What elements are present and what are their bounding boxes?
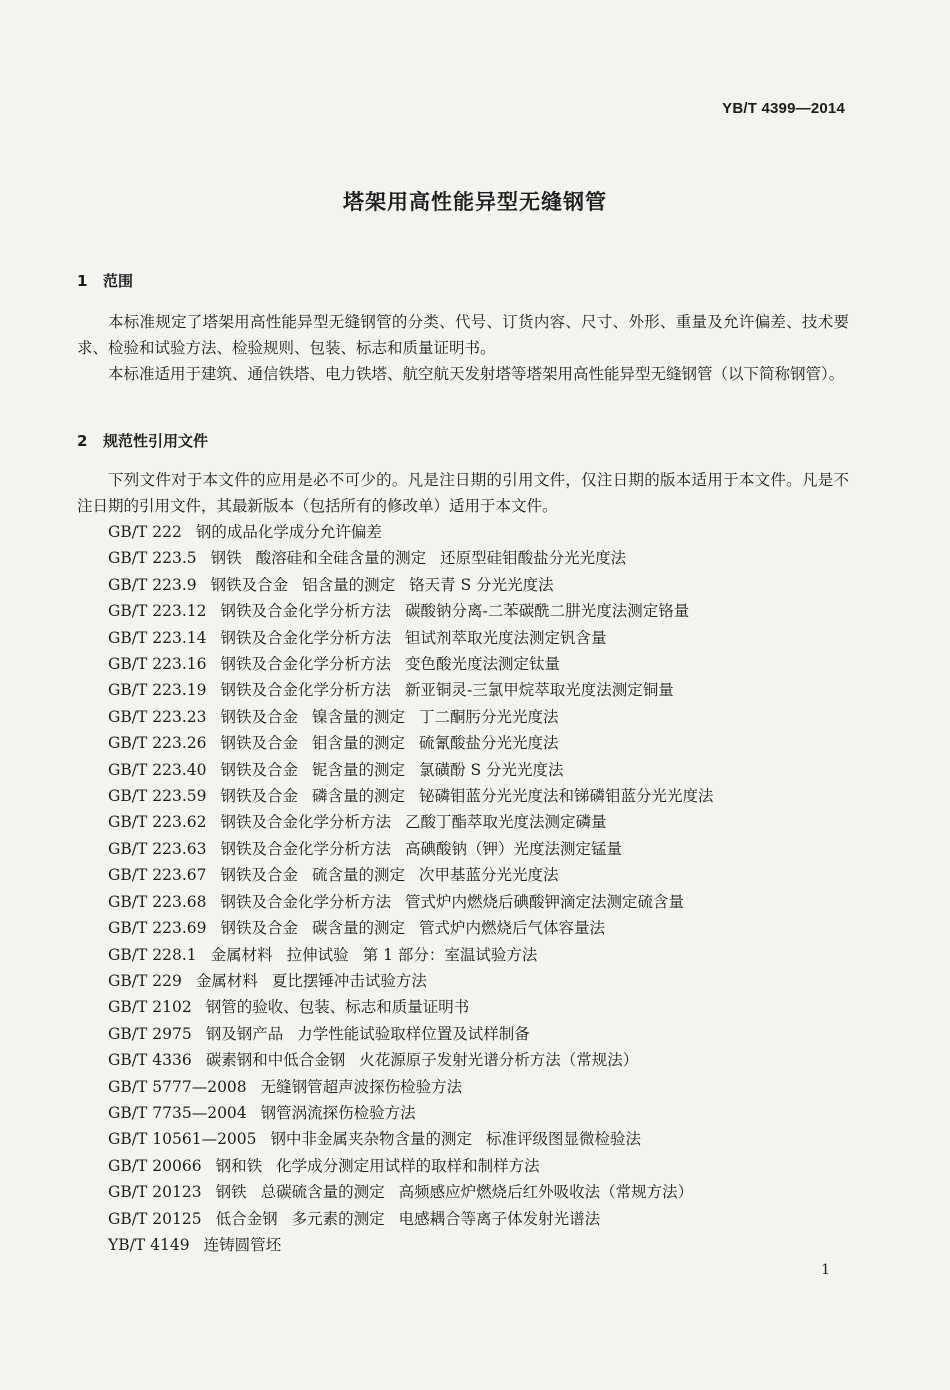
reference-title-part: 钢管的验收、包装、标志和质量证明书	[205, 998, 470, 1017]
reference-code: GB/T 229	[108, 971, 182, 990]
reference-title-part: 钢铁及合金	[220, 734, 299, 753]
reference-item	[108, 915, 714, 941]
reference-item	[108, 1179, 714, 1205]
reference-title-part: 变色酸光度法测定钛量	[405, 655, 561, 674]
reference-title-part: 乙酸丁酯萃取光度法测定磷量	[405, 813, 607, 832]
reference-item	[108, 519, 714, 545]
reference-title-part: 硫氰酸盐分光光度法	[419, 734, 559, 753]
reference-title	[207, 734, 559, 752]
reference-title	[197, 576, 554, 594]
reference-title-part: 钢铁及合金	[220, 919, 299, 938]
reference-title-part: 钢铁及合金	[220, 787, 299, 806]
reference-title-part: 氯磺酚 S 分光光度法	[419, 760, 564, 779]
reference-title-part: 钢中非金属夹杂物含量的测定	[270, 1130, 473, 1149]
reference-code: GB/T 10561—2005	[108, 1130, 257, 1149]
reference-item	[108, 1232, 714, 1258]
reference-item	[108, 572, 714, 598]
reference-item	[108, 942, 714, 968]
reference-title-part: 标准评级图显微检验法	[486, 1130, 642, 1149]
reference-code: GB/T 2102	[108, 998, 192, 1017]
reference-code: GB/T 223.69	[108, 919, 207, 938]
reference-title	[192, 1025, 530, 1043]
reference-title-part: 管式炉内燃烧后气体容量法	[419, 919, 606, 938]
reference-title-part: 铬天青 S 分光光度法	[409, 575, 554, 594]
reference-title-part: 钢铁及合金	[220, 760, 299, 779]
reference-title-part: 新亚铜灵-三氯甲烷萃取光度法测定铜量	[405, 681, 674, 700]
reference-title-part: 碳素钢和中低合金钢	[205, 1051, 346, 1070]
reference-item	[108, 1047, 714, 1073]
page-number: 1	[821, 1262, 830, 1278]
reference-code: GB/T 223.19	[108, 681, 207, 700]
reference-title	[207, 893, 685, 911]
reference-title-part: 磷含量的测定	[312, 787, 406, 806]
reference-title-part: 钢铁及合金化学分析方法	[220, 628, 392, 647]
reference-item	[108, 677, 714, 703]
reference-title-part: 丁二酮肟分光光度法	[419, 707, 559, 726]
reference-title	[207, 840, 623, 858]
reference-code: GB/T 223.26	[108, 734, 207, 753]
reference-item	[108, 598, 714, 624]
reference-title	[207, 681, 674, 699]
reference-title-part: 无缝钢管超声波探伤检验方法	[260, 1077, 463, 1096]
reference-code: GB/T 228.1	[108, 945, 197, 964]
scope-paragraph-1: 本标准规定了塔架用高性能异型无缝钢管的分类、代号、订货内容、尺寸、外形、重量及允许偏差、技术要求、检验和试验方法、检验规则、包装、标志和质量证明书。	[77, 313, 849, 357]
reference-title-part: 钽试剂萃取光度法测定钒含量	[405, 628, 607, 647]
reference-code: GB/T 20123	[108, 1183, 202, 1202]
reference-title	[207, 787, 714, 805]
reference-code: GB/T 223.9	[108, 575, 197, 594]
reference-title-part: 钢铁	[215, 1183, 247, 1202]
reference-code: GB/T 223.68	[108, 892, 207, 911]
reference-title-part: 夏比摆锤冲击试验方法	[271, 971, 427, 990]
reference-item	[108, 1074, 714, 1100]
reference-title-part: 钢铁	[210, 549, 242, 568]
references-intro: 下列文件对于本文件的应用是必不可少的。凡是注日期的引用文件，仅注日期的版本适用于本文件。凡是不注日期的引用文件，其最新版本（包括所有的修改单）适用于本文件。	[77, 471, 849, 515]
reference-title-part: 铌含量的测定	[312, 760, 406, 779]
reference-code: GB/T 223.23	[108, 707, 207, 726]
reference-title	[190, 1236, 282, 1254]
reference-title	[202, 1210, 601, 1228]
reference-title-part: 铋磷钼蓝分光光度法和锑磷钼蓝分光光度法	[419, 787, 714, 806]
reference-item	[108, 994, 714, 1020]
reference-title-part: 钢的成品化学成分允许偏差	[195, 523, 382, 541]
reference-title	[207, 629, 607, 647]
section-1-heading	[77, 270, 133, 291]
reference-code: GB/T 5777—2008	[108, 1077, 247, 1096]
reference-code: GB/T 223.40	[108, 760, 207, 779]
reference-title	[247, 1078, 463, 1096]
reference-title-part: 铝含量的测定	[302, 575, 396, 594]
standard-code: YB/T 4399—2014	[722, 100, 845, 117]
reference-title-part: 总碳硫含量的测定	[260, 1183, 385, 1202]
reference-code: GB/T 223.62	[108, 813, 207, 832]
reference-title	[197, 946, 538, 964]
reference-title-part: 钢铁及合金化学分析方法	[220, 681, 392, 700]
reference-title	[207, 813, 607, 831]
reference-title-part: 钢和铁	[215, 1156, 263, 1175]
reference-item	[108, 1153, 714, 1179]
reference-code: GB/T 20066	[108, 1156, 202, 1175]
reference-title-part: 多元素的测定	[291, 1209, 385, 1228]
section-2-heading	[77, 430, 208, 451]
reference-title-part: 酸溶硅和全硅含量的测定	[255, 549, 427, 568]
reference-code: GB/T 7735—2004	[108, 1103, 247, 1122]
reference-title	[207, 602, 690, 620]
reference-item	[108, 1021, 714, 1047]
reference-title	[207, 866, 559, 884]
reference-title-part: 化学成分测定用试样的取样和制样方法	[276, 1156, 540, 1175]
reference-title-part: 钢铁及合金	[220, 707, 299, 726]
section-1-number: 1	[77, 272, 88, 290]
reference-code: GB/T 223.5	[108, 549, 197, 568]
reference-title-part: 火花源原子发射光谱分析方法（常规法）	[359, 1051, 639, 1070]
reference-title-part: 电感耦合等离子体发射光谱法	[398, 1209, 601, 1228]
reference-title	[192, 998, 470, 1016]
reference-title-part: 还原型硅钼酸盐分光光度法	[440, 549, 627, 568]
reference-code: GB/T 223.12	[108, 602, 207, 621]
reference-title-part: 钢铁及合金化学分析方法	[220, 655, 392, 674]
section-2-number: 2	[77, 432, 88, 450]
reference-item	[108, 545, 714, 571]
reference-item	[108, 783, 714, 809]
reference-title	[202, 1157, 540, 1175]
reference-code: GB/T 4336	[108, 1051, 192, 1070]
reference-item	[108, 1206, 714, 1232]
reference-title	[202, 1183, 694, 1201]
reference-title	[182, 523, 382, 541]
reference-item	[108, 968, 714, 994]
scope-paragraph-2: 本标准适用于建筑、通信铁塔、电力铁塔、航空航天发射塔等塔架用高性能异型无缝钢管（以下简称钢管）。	[108, 365, 845, 383]
reference-title-part: 第 1 部分：室温试验方法	[362, 945, 538, 964]
section-1-title: 范围	[103, 272, 134, 290]
reference-title-part: 钢铁及合金	[210, 575, 289, 594]
reference-title-part: 硫含量的测定	[312, 866, 406, 885]
reference-title	[257, 1130, 642, 1148]
reference-title-part: 钢铁及合金化学分析方法	[220, 602, 392, 621]
reference-title	[207, 708, 559, 726]
reference-title-part: 钢管涡流探伤检验方法	[260, 1103, 416, 1122]
reference-item	[108, 809, 714, 835]
reference-item	[108, 836, 714, 862]
reference-item	[108, 757, 714, 783]
reference-title-part: 高碘酸钠（钾）光度法测定锰量	[405, 839, 623, 858]
reference-code: YB/T 4149	[108, 1235, 190, 1254]
reference-title-part: 金属材料	[210, 945, 273, 964]
reference-title	[182, 972, 427, 990]
reference-code: GB/T 223.63	[108, 839, 207, 858]
reference-title-part: 力学性能试验取样位置及试样制备	[297, 1024, 530, 1043]
reference-item	[108, 625, 714, 651]
reference-title	[207, 655, 561, 673]
reference-title-part: 管式炉内燃烧后碘酸钾滴定法测定硫含量	[405, 892, 685, 911]
reference-item	[108, 862, 714, 888]
reference-title	[197, 549, 627, 567]
reference-title-part: 钼含量的测定	[312, 734, 406, 753]
section-2-title: 规范性引用文件	[103, 432, 209, 450]
reference-title-part: 金属材料	[195, 971, 258, 990]
reference-title	[192, 1051, 639, 1069]
reference-code: GB/T 223.14	[108, 628, 207, 647]
normative-reference-list	[108, 519, 714, 1258]
reference-item	[108, 651, 714, 677]
reference-item	[108, 704, 714, 730]
reference-item	[108, 730, 714, 756]
reference-code: GB/T 20125	[108, 1209, 202, 1228]
reference-title-part: 低合金钢	[215, 1209, 278, 1228]
reference-code: GB/T 223.59	[108, 787, 207, 806]
reference-title-part: 碳酸钠分离-二苯碳酰二肼光度法测定铬量	[405, 602, 690, 621]
reference-code: GB/T 2975	[108, 1024, 192, 1043]
reference-title	[207, 919, 606, 937]
reference-title-part: 镍含量的测定	[312, 707, 406, 726]
reference-code: GB/T 223.67	[108, 866, 207, 885]
document-title: 塔架用高性能异型无缝钢管	[343, 190, 607, 214]
reference-title-part: 钢铁及合金化学分析方法	[220, 813, 392, 832]
reference-title-part: 连铸圆管坯	[203, 1235, 282, 1254]
reference-code: GB/T 222	[108, 523, 182, 541]
reference-title-part: 钢及钢产品	[205, 1024, 284, 1043]
reference-title-part: 高频感应炉燃烧后红外吸收法（常规方法）	[398, 1183, 694, 1202]
reference-title	[247, 1104, 416, 1122]
reference-title-part: 拉伸试验	[286, 945, 349, 964]
reference-title-part: 碳含量的测定	[312, 919, 406, 938]
reference-item	[108, 889, 714, 915]
reference-title-part: 钢铁及合金	[220, 866, 299, 885]
reference-title-part: 钢铁及合金化学分析方法	[220, 892, 392, 911]
reference-item	[108, 1126, 714, 1152]
reference-title-part: 钢铁及合金化学分析方法	[220, 839, 392, 858]
reference-title	[207, 761, 564, 779]
reference-item	[108, 1100, 714, 1126]
reference-title-part: 次甲基蓝分光光度法	[419, 866, 559, 885]
reference-code: GB/T 223.16	[108, 655, 207, 674]
